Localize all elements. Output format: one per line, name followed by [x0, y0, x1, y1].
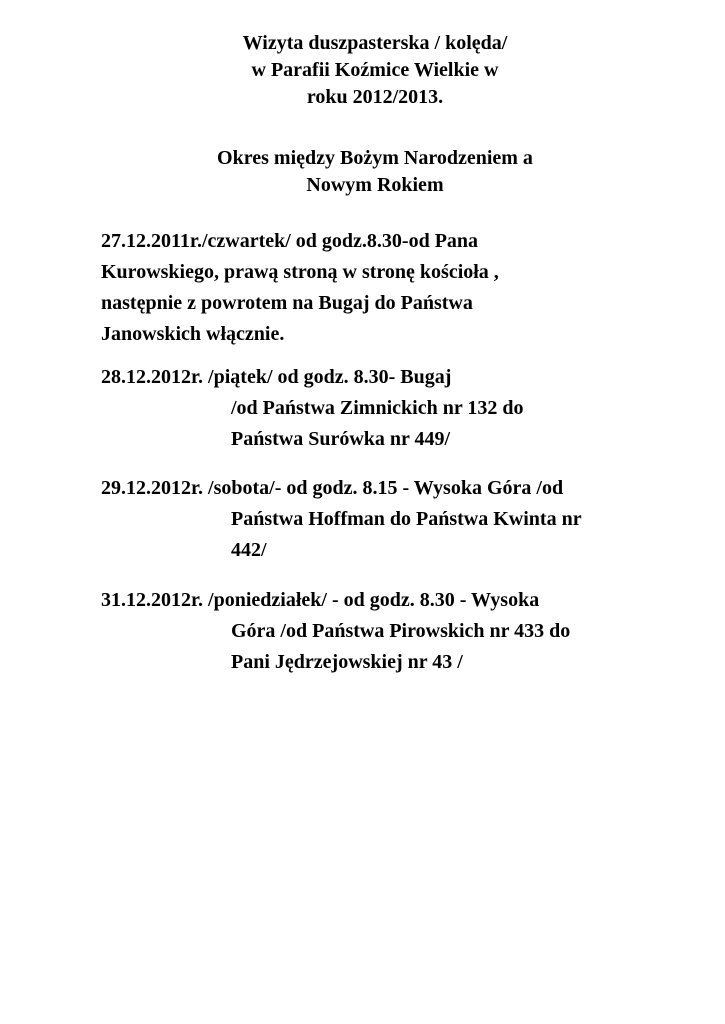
- title-line-1: Wizyta duszpasterska / kolęda/: [242, 32, 508, 54]
- entry-line: 29.12.2012r. /sobota/- od godz. 8.15 - Wysoka Góra /od: [101, 477, 564, 499]
- document-title: [100, 30, 650, 111]
- entry-line: Państwa Surówka nr 449/: [231, 428, 451, 450]
- entry-line: Państwa Hoffman do Państwa Kwinta nr: [231, 508, 582, 530]
- entry-line: Kurowskiego, prawą stroną w stronę kościoła ,: [101, 261, 499, 283]
- entry-line: Janowskich włącznie.: [101, 323, 285, 345]
- subtitle-line-2: Nowym Rokiem: [306, 174, 444, 196]
- subtitle-line-1: Okres między Bożym Narodzeniem a: [217, 147, 533, 169]
- title-line-3: roku 2012/2013.: [306, 86, 444, 108]
- schedule-entry-2: [101, 362, 661, 455]
- schedule-entry-4: [101, 585, 661, 678]
- schedule-entry-1: [101, 226, 661, 350]
- entry-line: Pani Jędrzejowskiej nr 43 /: [231, 651, 463, 673]
- entry-line: 442/: [231, 539, 267, 561]
- entry-line: 31.12.2012r. /poniedziałek/ - od godz. 8.30 - Wysoka: [101, 589, 540, 611]
- title-line-2: w Parafii Koźmice Wielkie w: [251, 59, 499, 81]
- entry-line: /od Państwa Zimnickich nr 132 do: [231, 397, 524, 419]
- schedule-entry-3: [101, 473, 661, 566]
- entry-line: 28.12.2012r. /piątek/ od godz. 8.30- Bugaj: [101, 366, 452, 388]
- entry-line: 27.12.2011r./czwartek/ od godz.8.30-od Pana: [101, 230, 479, 252]
- document-subtitle: [100, 145, 650, 199]
- entry-line: Góra /od Państwa Pirowskich nr 433 do: [231, 620, 571, 642]
- entry-line: następnie z powrotem na Bugaj do Państwa: [101, 292, 473, 314]
